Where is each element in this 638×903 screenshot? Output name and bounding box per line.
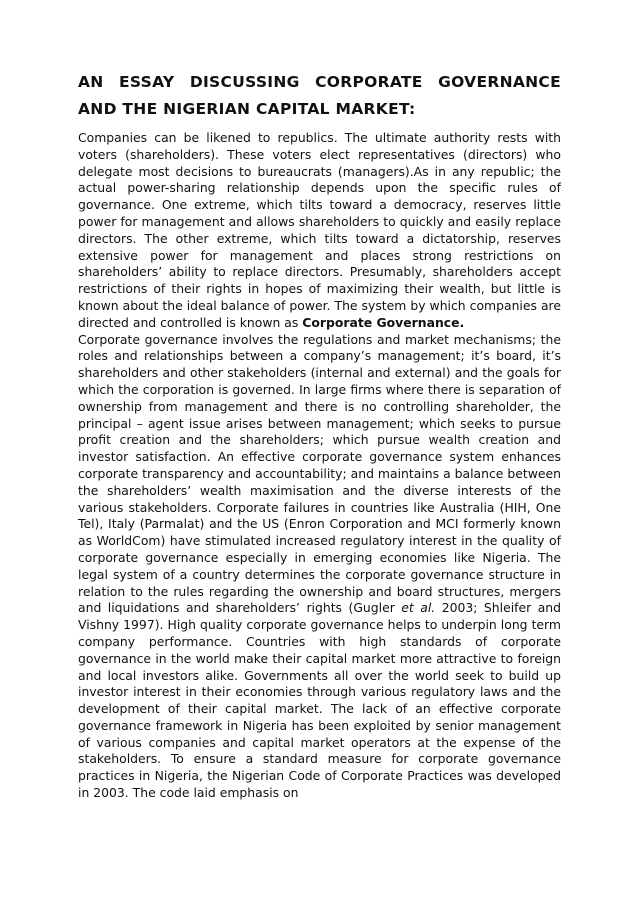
paragraph-corporate-governance — [78, 332, 561, 802]
citation-et-al: et al. — [401, 600, 436, 616]
document-page — [78, 69, 561, 802]
paragraph-introduction — [78, 130, 561, 332]
essay-title: AN ESSAY DISCUSSING CORPORATE GOVERNANCE AND THE NIGERIAN CAPITAL MARKET: — [78, 73, 561, 118]
paragraph-text-after-citation: 2003; Shleifer and Vishny 1997). High quality corporate governance helps to underpin long term company performance. Countries with high standards of corporate governance in the world make their capital market more attractive to foreign and local investors alike. Governments all over the world seek to build up investor interest in their economies through various regulatory laws and the development of their capital market. The lack of an effective corporate governance framework in Nigeria has been exploited by senior management of various companies and capital market operators at the expense of the stakeholders. To ensure a standard measure for corporate governance practices in Nigeria, the Nigerian Code of Corporate Practices was developed in 2003. The code laid emphasis on — [78, 600, 562, 801]
paragraph-text-before-citation: Corporate governance involves the regulations and market mechanisms; the roles and relationships between a company’s management; it’s board, it’s shareholders and other stakeholders (internal and external) and the goals for which the corporation is governed. In large firms where there is separation of ownership from management and there is no controlling shareholder, the principal – agent issue arises between management; which seeks to pursue profit creation and the shareholders; which pursue wealth creation and investor satisfaction. An effective corporate governance system enhances corporate transparency and accountability; and maintains a balance between the shareholders’ wealth maximisation and the diverse interests of the various stakeholders. Corporate failures in countries like Australia (HIH, One Tel), Italy (Parmalat) and the US (Enron Corporation and MCI formerly known as WorldCom) have stimulated increased regulatory interest in the quality of corporate governance especially in emerging economies like Nigeria. The legal system of a country determines the corporate governance structure in relation to the rules regarding the ownership and board structures, mergers and liquidations and shareholders’ rights (Gugler — [78, 331, 561, 616]
corporate-governance-term: Corporate Governance. — [302, 314, 465, 330]
paragraph-introduction-text: Companies can be likened to republics. The ultimate authority rests with voters (shareholders). These voters elect representatives (directors) who delegate most decisions to bureaucrats (managers).As in any republic; the actual power-sharing relationship depends upon the specific rules of governance. One extreme, which tilts toward a democracy, reserves little power for management and allows shareholders to quickly and easily replace directors. The other extreme, which tilts toward a dictatorship, reserves extensive power for management and places strong restrictions on shareholders’ ability to replace directors. Presumably, shareholders accept restrictions of their rights in hopes of maximizing their wealth, but little is known about the ideal balance of power. The system by which companies are directed and controlled is known as — [78, 130, 561, 330]
